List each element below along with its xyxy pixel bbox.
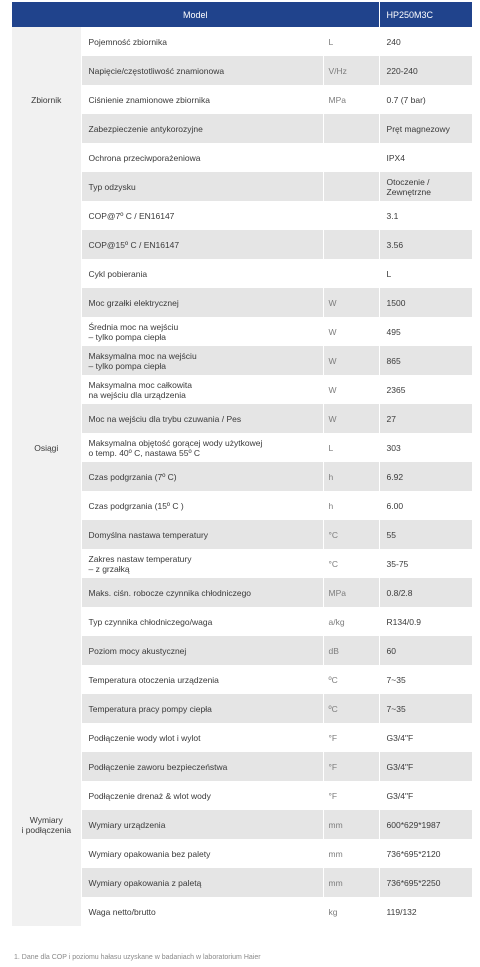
unit-cell: V/Hz <box>323 56 379 85</box>
table-row <box>12 839 472 868</box>
unit-cell: ºC <box>323 665 379 694</box>
unit-cell <box>323 201 379 230</box>
param-label: Zakres nastaw temperatury – z grzałką <box>81 549 323 578</box>
param-label: Wymiary urządzenia <box>81 810 323 839</box>
param-label: COP@15º C / EN16147 <box>81 230 323 259</box>
unit-cell: °C <box>323 549 379 578</box>
table-row <box>12 288 472 317</box>
param-label: Maksymalna objętość gorącej wody użytkowej o temp. 40º C, nastawa 55º C <box>81 433 323 462</box>
unit-cell: MPa <box>323 578 379 607</box>
param-label: Maksymalna moc całkowita na wejściu dla urządzenia <box>81 375 323 404</box>
table-row <box>12 172 472 201</box>
value-cell: 55 <box>379 520 472 549</box>
value-cell: 495 <box>379 317 472 346</box>
unit-cell: a/kg <box>323 607 379 636</box>
table-row <box>12 897 472 926</box>
unit-cell: L <box>323 27 379 56</box>
unit-cell <box>323 259 379 288</box>
group-label: Wymiary i podłączenia <box>12 723 81 926</box>
table-row <box>12 723 472 752</box>
table-row <box>12 520 472 549</box>
value-cell: 303 <box>379 433 472 462</box>
param-label: Maks. ciśn. robocze czynnika chłodniczego <box>81 578 323 607</box>
table-row <box>12 375 472 404</box>
table-row <box>12 781 472 810</box>
unit-cell: kg <box>323 897 379 926</box>
unit-cell: W <box>323 404 379 433</box>
unit-cell: MPa <box>323 85 379 114</box>
value-cell: G3/4"F <box>379 723 472 752</box>
param-label: Temperatura pracy pompy ciepła <box>81 694 323 723</box>
unit-cell <box>323 143 379 172</box>
value-cell: 0.7 (7 bar) <box>379 85 472 114</box>
group-label: Osiągi <box>12 172 81 723</box>
unit-cell: W <box>323 375 379 404</box>
value-cell: 865 <box>379 346 472 375</box>
value-cell: IPX4 <box>379 143 472 172</box>
param-label: Wymiary opakowania z paletą <box>81 868 323 897</box>
table-row <box>12 636 472 665</box>
param-label: COP@7º C / EN16147 <box>81 201 323 230</box>
table-header <box>12 2 472 27</box>
table-row <box>12 114 472 143</box>
value-cell: 27 <box>379 404 472 433</box>
value-cell: 7~35 <box>379 694 472 723</box>
value-cell: 3.56 <box>379 230 472 259</box>
value-cell: 240 <box>379 27 472 56</box>
group-label: Zbiornik <box>12 27 81 172</box>
param-label: Domyślna nastawa temperatury <box>81 520 323 549</box>
table-row <box>12 85 472 114</box>
value-cell: 0.8/2.8 <box>379 578 472 607</box>
value-cell: 6.00 <box>379 491 472 520</box>
unit-cell: ºC <box>323 694 379 723</box>
value-cell: 600*629*1987 <box>379 810 472 839</box>
param-label: Ochrona przeciwporażeniowa <box>81 143 323 172</box>
value-cell: L <box>379 259 472 288</box>
table-row <box>12 578 472 607</box>
table-row <box>12 694 472 723</box>
param-label: Moc na wejściu dla trybu czuwania / Pes <box>81 404 323 433</box>
param-label: Zabezpieczenie antykorozyjne <box>81 114 323 143</box>
model-value-header: HP250M3C <box>379 2 472 27</box>
unit-cell <box>323 172 379 201</box>
table-row <box>12 56 472 85</box>
param-label: Wymiary opakowania bez palety <box>81 839 323 868</box>
table-row <box>12 607 472 636</box>
param-label: Cykl pobierania <box>81 259 323 288</box>
value-cell: 2365 <box>379 375 472 404</box>
table-row <box>12 230 472 259</box>
table-row <box>12 549 472 578</box>
spec-body <box>12 27 472 926</box>
table-row <box>12 404 472 433</box>
value-cell: 35-75 <box>379 549 472 578</box>
param-label: Podłączenie wody wlot i wylot <box>81 723 323 752</box>
unit-cell: W <box>323 346 379 375</box>
param-label: Moc grzałki elektrycznej <box>81 288 323 317</box>
table-row <box>12 868 472 897</box>
param-label: Typ czynnika chłodniczego/waga <box>81 607 323 636</box>
value-cell: 736*695*2120 <box>379 839 472 868</box>
param-label: Typ odzysku <box>81 172 323 201</box>
table-row <box>12 27 472 56</box>
unit-cell <box>323 230 379 259</box>
param-label: Poziom mocy akustycznej <box>81 636 323 665</box>
unit-cell: °F <box>323 781 379 810</box>
value-cell: Pręt magnezowy <box>379 114 472 143</box>
param-label: Czas podgrzania (15º C ) <box>81 491 323 520</box>
unit-cell: W <box>323 288 379 317</box>
param-label: Napięcie/częstotliwość znamionowa <box>81 56 323 85</box>
table-row <box>12 317 472 346</box>
table-row <box>12 259 472 288</box>
param-label: Podłączenie zaworu bezpieczeństwa <box>81 752 323 781</box>
table-row <box>12 433 472 462</box>
unit-cell: °F <box>323 752 379 781</box>
footnote: 1. Dane dla COP i poziomu hałasu uzyskane w badaniach w laboratorium Haier <box>14 954 261 961</box>
param-label: Czas podgrzania (7º C) <box>81 462 323 491</box>
table-row <box>12 810 472 839</box>
unit-cell: W <box>323 317 379 346</box>
unit-cell <box>323 114 379 143</box>
value-cell: Otoczenie / Zewnętrzne <box>379 172 472 201</box>
value-cell: G3/4"F <box>379 781 472 810</box>
table-row <box>12 462 472 491</box>
spec-table <box>12 2 472 926</box>
unit-cell: dB <box>323 636 379 665</box>
unit-cell: mm <box>323 868 379 897</box>
value-cell: 3.1 <box>379 201 472 230</box>
param-label: Waga netto/brutto <box>81 897 323 926</box>
table-row <box>12 201 472 230</box>
unit-cell: °F <box>323 723 379 752</box>
table-row <box>12 143 472 172</box>
param-label: Średnia moc na wejściu – tylko pompa ciepła <box>81 317 323 346</box>
param-label: Ciśnienie znamionowe zbiornika <box>81 85 323 114</box>
model-header: Model <box>12 2 379 27</box>
unit-cell: h <box>323 462 379 491</box>
value-cell: 60 <box>379 636 472 665</box>
value-cell: 7~35 <box>379 665 472 694</box>
unit-cell: mm <box>323 839 379 868</box>
unit-cell: L <box>323 433 379 462</box>
table-row <box>12 491 472 520</box>
unit-cell: °C <box>323 520 379 549</box>
table-row <box>12 665 472 694</box>
param-label: Podłączenie drenaż & wlot wody <box>81 781 323 810</box>
table-row <box>12 752 472 781</box>
table-row <box>12 346 472 375</box>
value-cell: 220-240 <box>379 56 472 85</box>
value-cell: 1500 <box>379 288 472 317</box>
value-cell: 736*695*2250 <box>379 868 472 897</box>
param-label: Temperatura otoczenia urządzenia <box>81 665 323 694</box>
value-cell: G3/4"F <box>379 752 472 781</box>
unit-cell: mm <box>323 810 379 839</box>
value-cell: 119/132 <box>379 897 472 926</box>
value-cell: 6.92 <box>379 462 472 491</box>
value-cell: R134/0.9 <box>379 607 472 636</box>
param-label: Maksymalna moc na wejściu – tylko pompa ciepła <box>81 346 323 375</box>
unit-cell: h <box>323 491 379 520</box>
param-label: Pojemność zbiornika <box>81 27 323 56</box>
